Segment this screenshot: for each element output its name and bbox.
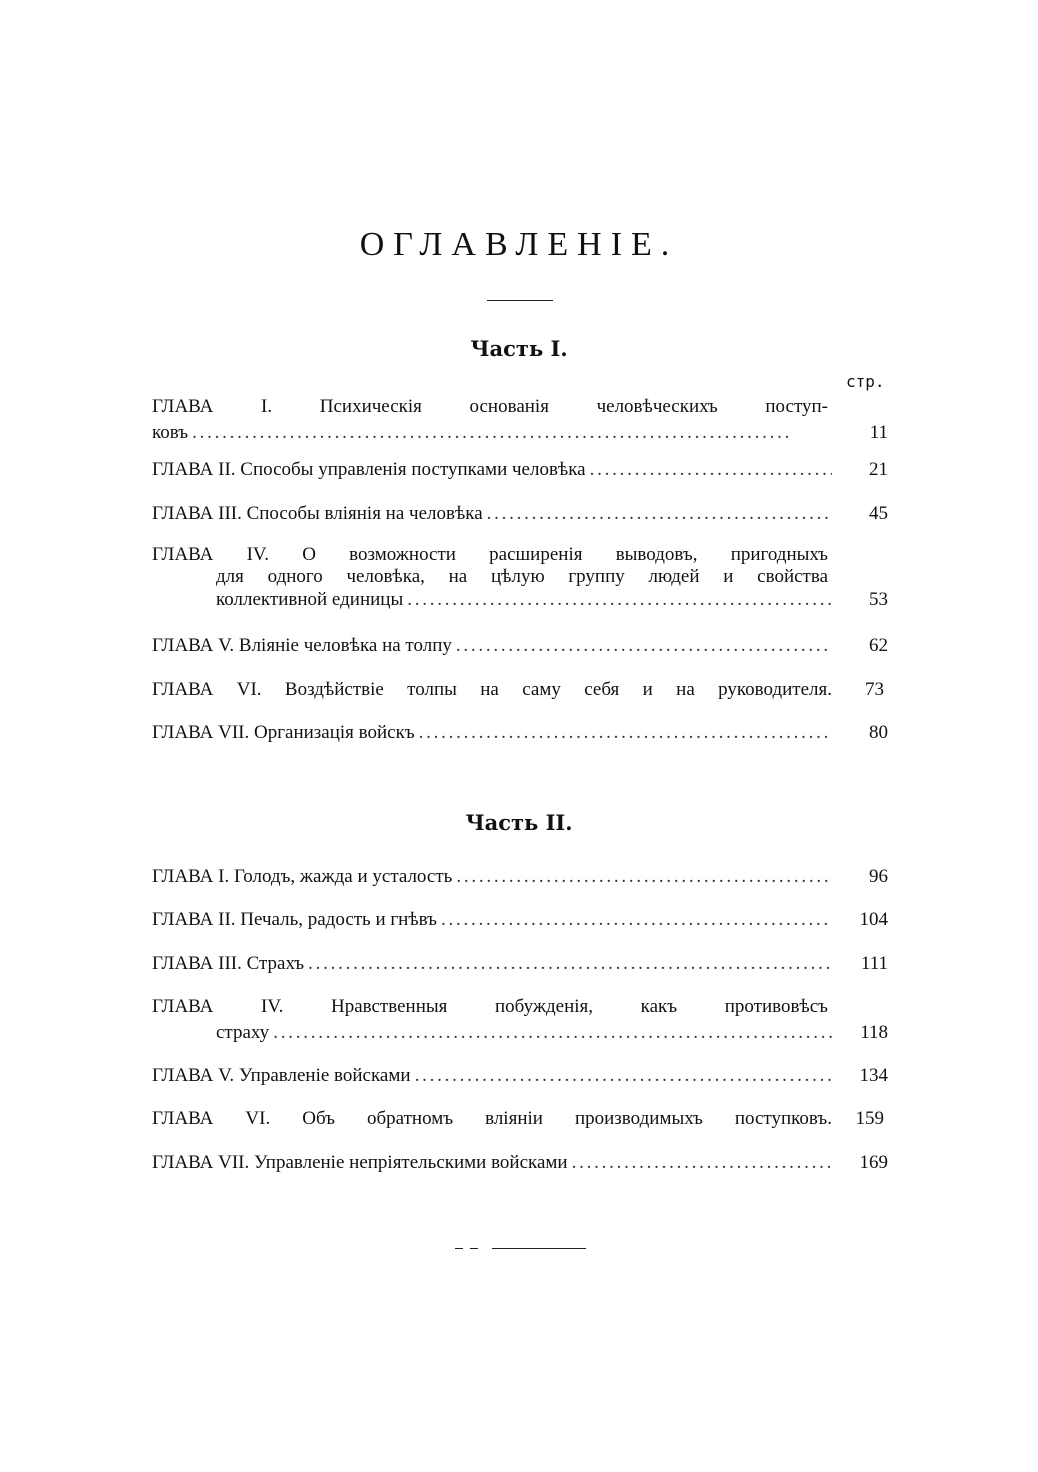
toc-entry[interactable]	[152, 544, 888, 612]
dot-leader	[415, 1063, 832, 1089]
page-number: 73	[865, 679, 884, 700]
chapter-title: Управленіе непріятельскими войсками	[254, 1152, 568, 1173]
chapter-title: Способы вліянія на человѣка	[246, 503, 483, 524]
dot-leader	[192, 420, 832, 446]
chapter-head: ГЛАВА I.	[152, 396, 273, 417]
dot-leader	[407, 588, 832, 612]
chapter-head: ГЛАВА III.	[152, 503, 242, 524]
chapter-head: ГЛАВА I.	[152, 866, 230, 887]
page-title: ОГЛАВЛЕНІЕ.	[359, 226, 679, 263]
dot-leader	[419, 720, 832, 746]
chapter-head: ГЛАВА IV.	[152, 996, 284, 1017]
end-divider-short	[470, 1248, 478, 1249]
chapter-head: ГЛАВА II.	[152, 459, 236, 480]
chapter-head: ГЛАВА VI.	[152, 1108, 271, 1129]
chapter-head: ГЛАВА VII.	[152, 722, 250, 743]
part-2-title: Часть II.	[465, 810, 573, 835]
page-number: 104	[859, 909, 888, 930]
page-number: 118	[860, 1022, 888, 1043]
chapter-title: Голодъ, жажда и усталость	[233, 866, 453, 887]
page-number: 159	[855, 1108, 884, 1129]
chapter-title: Нравственныя побужденія, какъ противовѣсъ	[330, 996, 828, 1017]
toc-entry[interactable]	[152, 677, 888, 703]
dot-leader	[572, 1150, 832, 1176]
chapter-title: Управленіе войсками	[238, 1065, 411, 1086]
end-divider-short	[455, 1248, 463, 1249]
toc-entry[interactable]	[152, 1063, 888, 1089]
page-number: 169	[859, 1152, 888, 1173]
end-divider	[492, 1248, 586, 1249]
chapter-title-cont: для одного человѣка, на цѣлую группу людей и свойства	[216, 566, 828, 587]
chapter-title: Организація войскъ	[254, 722, 415, 743]
page-number: 62	[869, 635, 888, 656]
toc-entry[interactable]	[152, 951, 888, 977]
page-number: 96	[869, 866, 888, 887]
chapter-title: Страхъ	[246, 953, 305, 974]
dot-leader	[273, 1020, 832, 1046]
page-column-label: стр.	[846, 372, 885, 391]
toc-entry[interactable]	[152, 633, 888, 659]
chapter-title: Вліяніе человѣка на толпу	[238, 635, 452, 656]
chapter-title: Способы управленія поступками человѣка	[240, 459, 586, 480]
dot-leader	[308, 951, 832, 977]
toc-entry[interactable]	[152, 1106, 888, 1132]
chapter-head: ГЛАВА VII.	[152, 1152, 250, 1173]
dot-leader	[456, 633, 832, 659]
page-number: 53	[869, 589, 888, 610]
dot-leader	[441, 907, 832, 933]
chapter-head: ГЛАВА V.	[152, 1065, 235, 1086]
page-number: 80	[869, 722, 888, 743]
chapter-head: ГЛАВА VI.	[152, 679, 262, 700]
toc-entry[interactable]	[152, 501, 888, 527]
dot-leader	[456, 864, 832, 890]
chapter-title: О возможности расширенія выводовъ, пригодныхъ	[302, 544, 829, 565]
chapter-head: ГЛАВА III.	[152, 953, 242, 974]
chapter-head: ГЛАВА II.	[152, 909, 236, 930]
toc-entry[interactable]	[152, 907, 888, 933]
chapter-title: Воздѣйствіе толпы на саму себя и на руководителя.	[284, 679, 832, 700]
page-number: 134	[859, 1065, 888, 1086]
toc-entry[interactable]	[152, 720, 888, 746]
toc-entry[interactable]	[152, 1150, 888, 1176]
title-divider	[487, 300, 553, 301]
chapter-title: Печаль, радость и гнѣвъ	[240, 909, 437, 930]
chapter-title-cont: коллективной единицы	[216, 589, 404, 610]
part-1-title: Часть I.	[470, 336, 568, 361]
chapter-title: Психическія основанія человѣческихъ поступ-	[319, 396, 829, 417]
toc-entry[interactable]	[152, 864, 888, 890]
chapter-title: Объ обратномъ вліяніи производимыхъ поступковъ.	[302, 1108, 832, 1129]
dot-leader	[590, 457, 832, 483]
chapter-head: ГЛАВА V.	[152, 635, 235, 656]
chapter-title-cont: ковъ	[152, 422, 189, 443]
page-number: 45	[869, 503, 888, 524]
chapter-head: ГЛАВА IV.	[152, 544, 269, 565]
toc-entry[interactable]	[152, 994, 888, 1046]
toc-entry[interactable]	[152, 394, 888, 446]
chapter-title-cont: страху	[216, 1022, 270, 1043]
page-number: 21	[869, 459, 888, 480]
toc-entry[interactable]	[152, 457, 888, 483]
page-number: 111	[860, 953, 888, 974]
dot-leader	[487, 501, 832, 527]
page-number: 11	[869, 422, 888, 443]
